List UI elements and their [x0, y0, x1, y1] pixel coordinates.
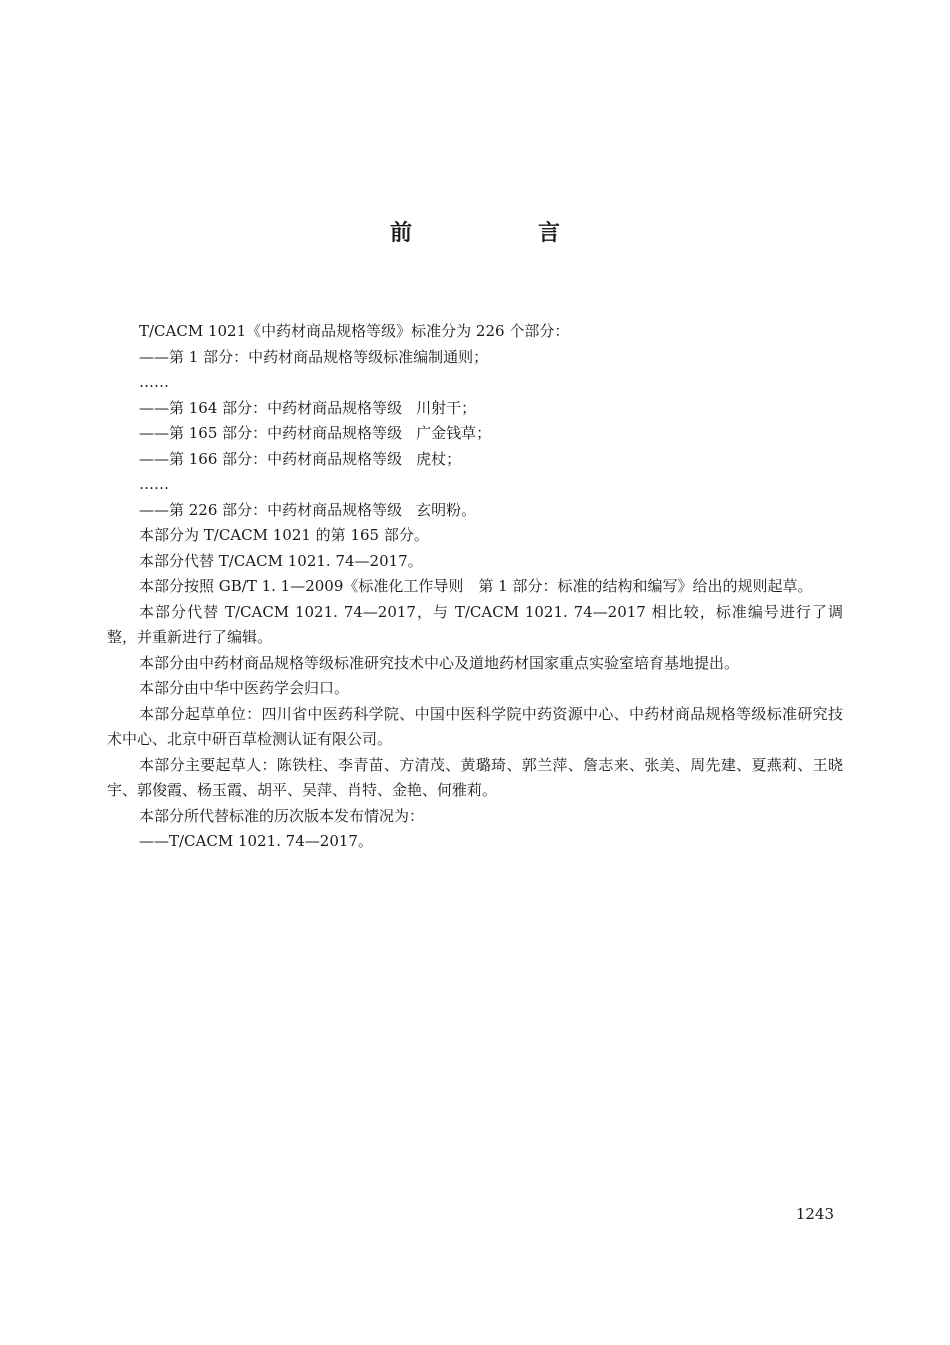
- list-item-prefix: ——第 226 部分：中药材商品规格等级: [139, 500, 403, 519]
- paragraph-changes: 本部分代替 T/CACM 1021. 74—2017，与 T/CACM 1021. 74—2017 相比较，标准编号进行了调整，并重新进行了编辑。: [107, 602, 843, 646]
- paragraph-proposer: 本部分由中药材商品规格等级标准研究技术中心及道地药材国家重点实验室培育基地提出。: [139, 653, 740, 672]
- paragraph-centralized: 本部分由中华中医药学会归口。: [139, 679, 350, 697]
- page-title: 前 言: [389, 221, 612, 246]
- list-item-name: 虎杖；: [416, 449, 462, 468]
- intro-line: T/CACM 1021《中药材商品规格等级》标准分为 226 个部分：: [139, 322, 570, 340]
- paragraph-drafting-rules: 本部分按照 GB/T 1. 1—2009《标准化工作导则 第 1 部分：标准的结构和编写》给出的规则起草。: [139, 577, 813, 595]
- list-item-name: 广金钱草；: [416, 424, 492, 442]
- statement-replaces: 本部分代替 T/CACM 1021. 74—2017。: [139, 551, 423, 570]
- paragraph-history-intro: 本部分所代替标准的历次版本发布情况为：: [139, 806, 425, 825]
- list-item-part-1: ——第 1 部分：中药材商品规格等级标准编制通则；: [139, 347, 489, 366]
- list-item-part-226: [107, 498, 843, 524]
- list-item-prefix: ——第 164 部分：中药材商品规格等级: [139, 398, 403, 417]
- ellipsis: ……: [139, 475, 169, 493]
- list-item-prefix: ——第 165 部分：中药材商品规格等级: [139, 424, 403, 442]
- page-number: 1243: [795, 1205, 834, 1223]
- paragraph-drafters: 本部分主要起草人：陈铁柱、李青苗、方清茂、黄璐琦、郭兰萍、詹志来、张美、周先建、夏燕莉、王晓宇、郭俊霞、杨玉霞、胡平、吴萍、肖特、金艳、何雅莉。: [107, 755, 843, 799]
- ellipsis: ……: [139, 373, 169, 391]
- list-item-name: 川射干；: [416, 398, 477, 417]
- paragraph-drafting-units: 本部分起草单位：四川省中医药科学院、中国中医科学院中药资源中心、中药材商品规格等级标准研究技术中心、北京中研百草检测认证有限公司。: [107, 704, 843, 748]
- list-item-name: 玄明粉。: [416, 500, 477, 519]
- statement-part-number: 本部分为 T/CACM 1021 的第 165 部分。: [139, 526, 429, 544]
- foreword-body: [107, 319, 843, 855]
- list-item-part-166: [107, 447, 843, 473]
- history-item: ——T/CACM 1021. 74—2017。: [139, 832, 373, 850]
- list-item-part-165: [107, 421, 843, 447]
- list-item-prefix: ——第 166 部分：中药材商品规格等级: [139, 449, 403, 468]
- list-item-part-164: [107, 396, 843, 422]
